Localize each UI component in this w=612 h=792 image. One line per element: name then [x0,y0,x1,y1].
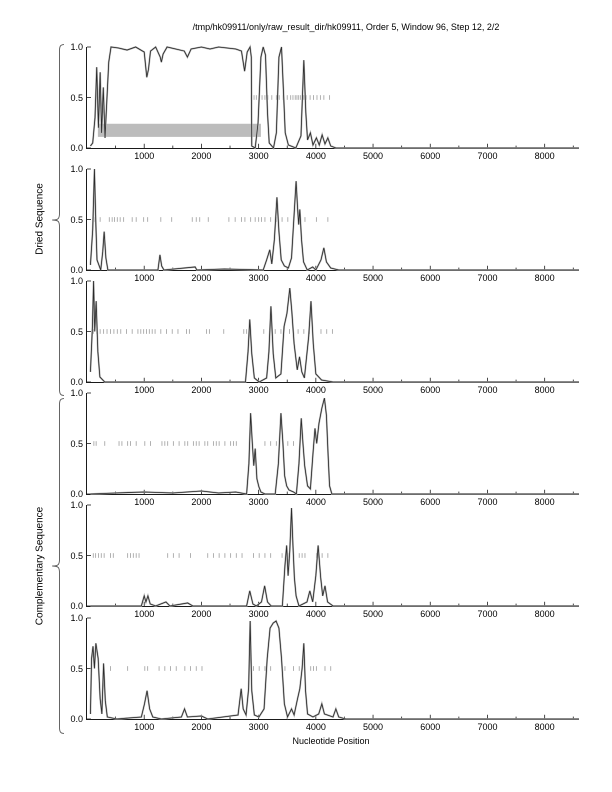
x-tick-label: 8000 [534,609,555,619]
plot-canvas [87,169,579,270]
y-tick-label: 0.0 [70,265,83,275]
x-tick-label: 4000 [305,497,326,507]
y-tick-label: 0.0 [70,489,83,499]
rug-ticks [94,441,294,446]
x-tick-label: 1000 [134,609,155,619]
x-tick-label: 4000 [305,722,326,732]
y-tick-label: 0.0 [70,601,83,611]
y-tick-label: 0.0 [70,714,83,724]
y-tick-label: 0.5 [70,214,83,225]
plot-canvas [87,47,579,148]
x-tick-label: 7000 [477,151,498,161]
brace-dried-sequence [51,44,65,396]
subplot-panel-2 [70,164,579,283]
x-tick-label: 1000 [134,722,155,732]
x-tick-label: 8000 [534,385,555,395]
series-line [90,281,579,382]
group-label-complementary-sequence: Complementary Sequence [34,506,46,626]
y-tick-label: 1.0 [70,164,83,174]
brace-complementary-sequence [51,398,65,734]
x-tick-label: 8000 [534,722,555,732]
x-tick-label: 6000 [420,151,441,161]
x-tick-label: 8000 [534,497,555,507]
x-tick-label: 3000 [248,609,269,619]
subplot-panel-6 [70,613,579,732]
x-tick-label: 5000 [363,497,384,507]
y-tick-label: 0.5 [70,663,83,674]
x-tick-label: 5000 [363,385,384,395]
series-line-shadow [90,169,579,270]
x-tick-label: 5000 [363,609,384,619]
x-tick-label: 3000 [248,273,269,283]
x-tick-label: 3000 [248,497,269,507]
figure-title: /tmp/hk09911/only/raw_result_dir/hk09911, Order 5, Window 96, Step 12, 2/2 [192,22,500,32]
x-tick-label: 4000 [305,385,326,395]
x-tick-label: 3000 [248,385,269,395]
series-line-shadow [90,281,579,382]
x-tick-label: 2000 [191,609,212,619]
brace-path [52,399,64,734]
plot-canvas [87,393,579,494]
rug-ticks [110,666,330,671]
y-tick-label: 1.0 [70,613,83,623]
subplot-panel-1 [70,42,579,161]
x-tick-label: 1000 [134,497,155,507]
y-tick-label: 1.0 [70,276,83,286]
x-tick-label: 2000 [191,151,212,161]
series-line [90,398,579,494]
highlight-bar [98,124,261,137]
axis-tick-marks [87,281,573,382]
x-tick-label: 1000 [134,385,155,395]
y-tick-label: 0.5 [70,438,83,449]
x-tick-label: 2000 [191,497,212,507]
axis-tick-marks [87,505,573,606]
series-line-shadow [90,398,579,494]
group-label-dried-sequence: Dried Sequence [34,183,46,255]
x-axis-title: Nucleotide Position [292,736,370,746]
x-tick-label: 8000 [534,151,555,161]
plot-canvas [87,281,579,382]
x-tick-label: 6000 [420,385,441,395]
series-line [90,508,579,606]
y-tick-label: 1.0 [70,42,83,52]
subplot-panel-4 [70,388,579,507]
x-tick-label: 1000 [134,151,155,161]
subplot-panel-3 [70,276,579,395]
axis-tick-marks [87,618,573,719]
y-tick-label: 0.0 [70,143,83,153]
series-line-shadow [90,508,579,606]
x-tick-label: 3000 [248,722,269,732]
plot-canvas [87,505,579,606]
rug-ticks [251,95,329,100]
subplot-panel-5 [70,500,579,619]
y-tick-label: 0.5 [70,326,83,337]
rug-ticks [93,329,332,334]
series-line [90,169,579,270]
x-tick-label: 6000 [420,273,441,283]
series-line [90,621,579,719]
axis-tick-marks [87,393,573,494]
x-tick-label: 2000 [191,722,212,732]
y-tick-label: 0.5 [70,550,83,561]
x-tick-label: 5000 [363,151,384,161]
x-tick-label: 4000 [305,609,326,619]
x-tick-label: 3000 [248,151,269,161]
x-tick-label: 7000 [477,385,498,395]
x-tick-label: 7000 [477,497,498,507]
y-tick-label: 1.0 [70,388,83,398]
x-tick-label: 6000 [420,609,441,619]
x-tick-label: 2000 [191,385,212,395]
brace-path [52,45,64,396]
x-tick-label: 5000 [363,273,384,283]
x-tick-label: 6000 [420,497,441,507]
y-tick-label: 0.5 [70,92,83,103]
x-tick-label: 7000 [477,722,498,732]
x-tick-label: 5000 [363,722,384,732]
x-tick-label: 7000 [477,609,498,619]
x-tick-label: 1000 [134,273,155,283]
plot-canvas [87,618,579,719]
y-tick-label: 1.0 [70,500,83,510]
y-tick-label: 0.0 [70,377,83,387]
x-tick-label: 7000 [477,273,498,283]
series-line-shadow [90,621,579,719]
x-tick-label: 8000 [534,273,555,283]
x-tick-label: 2000 [191,273,212,283]
x-tick-label: 4000 [305,273,326,283]
x-tick-label: 6000 [420,722,441,732]
x-tick-label: 4000 [305,151,326,161]
